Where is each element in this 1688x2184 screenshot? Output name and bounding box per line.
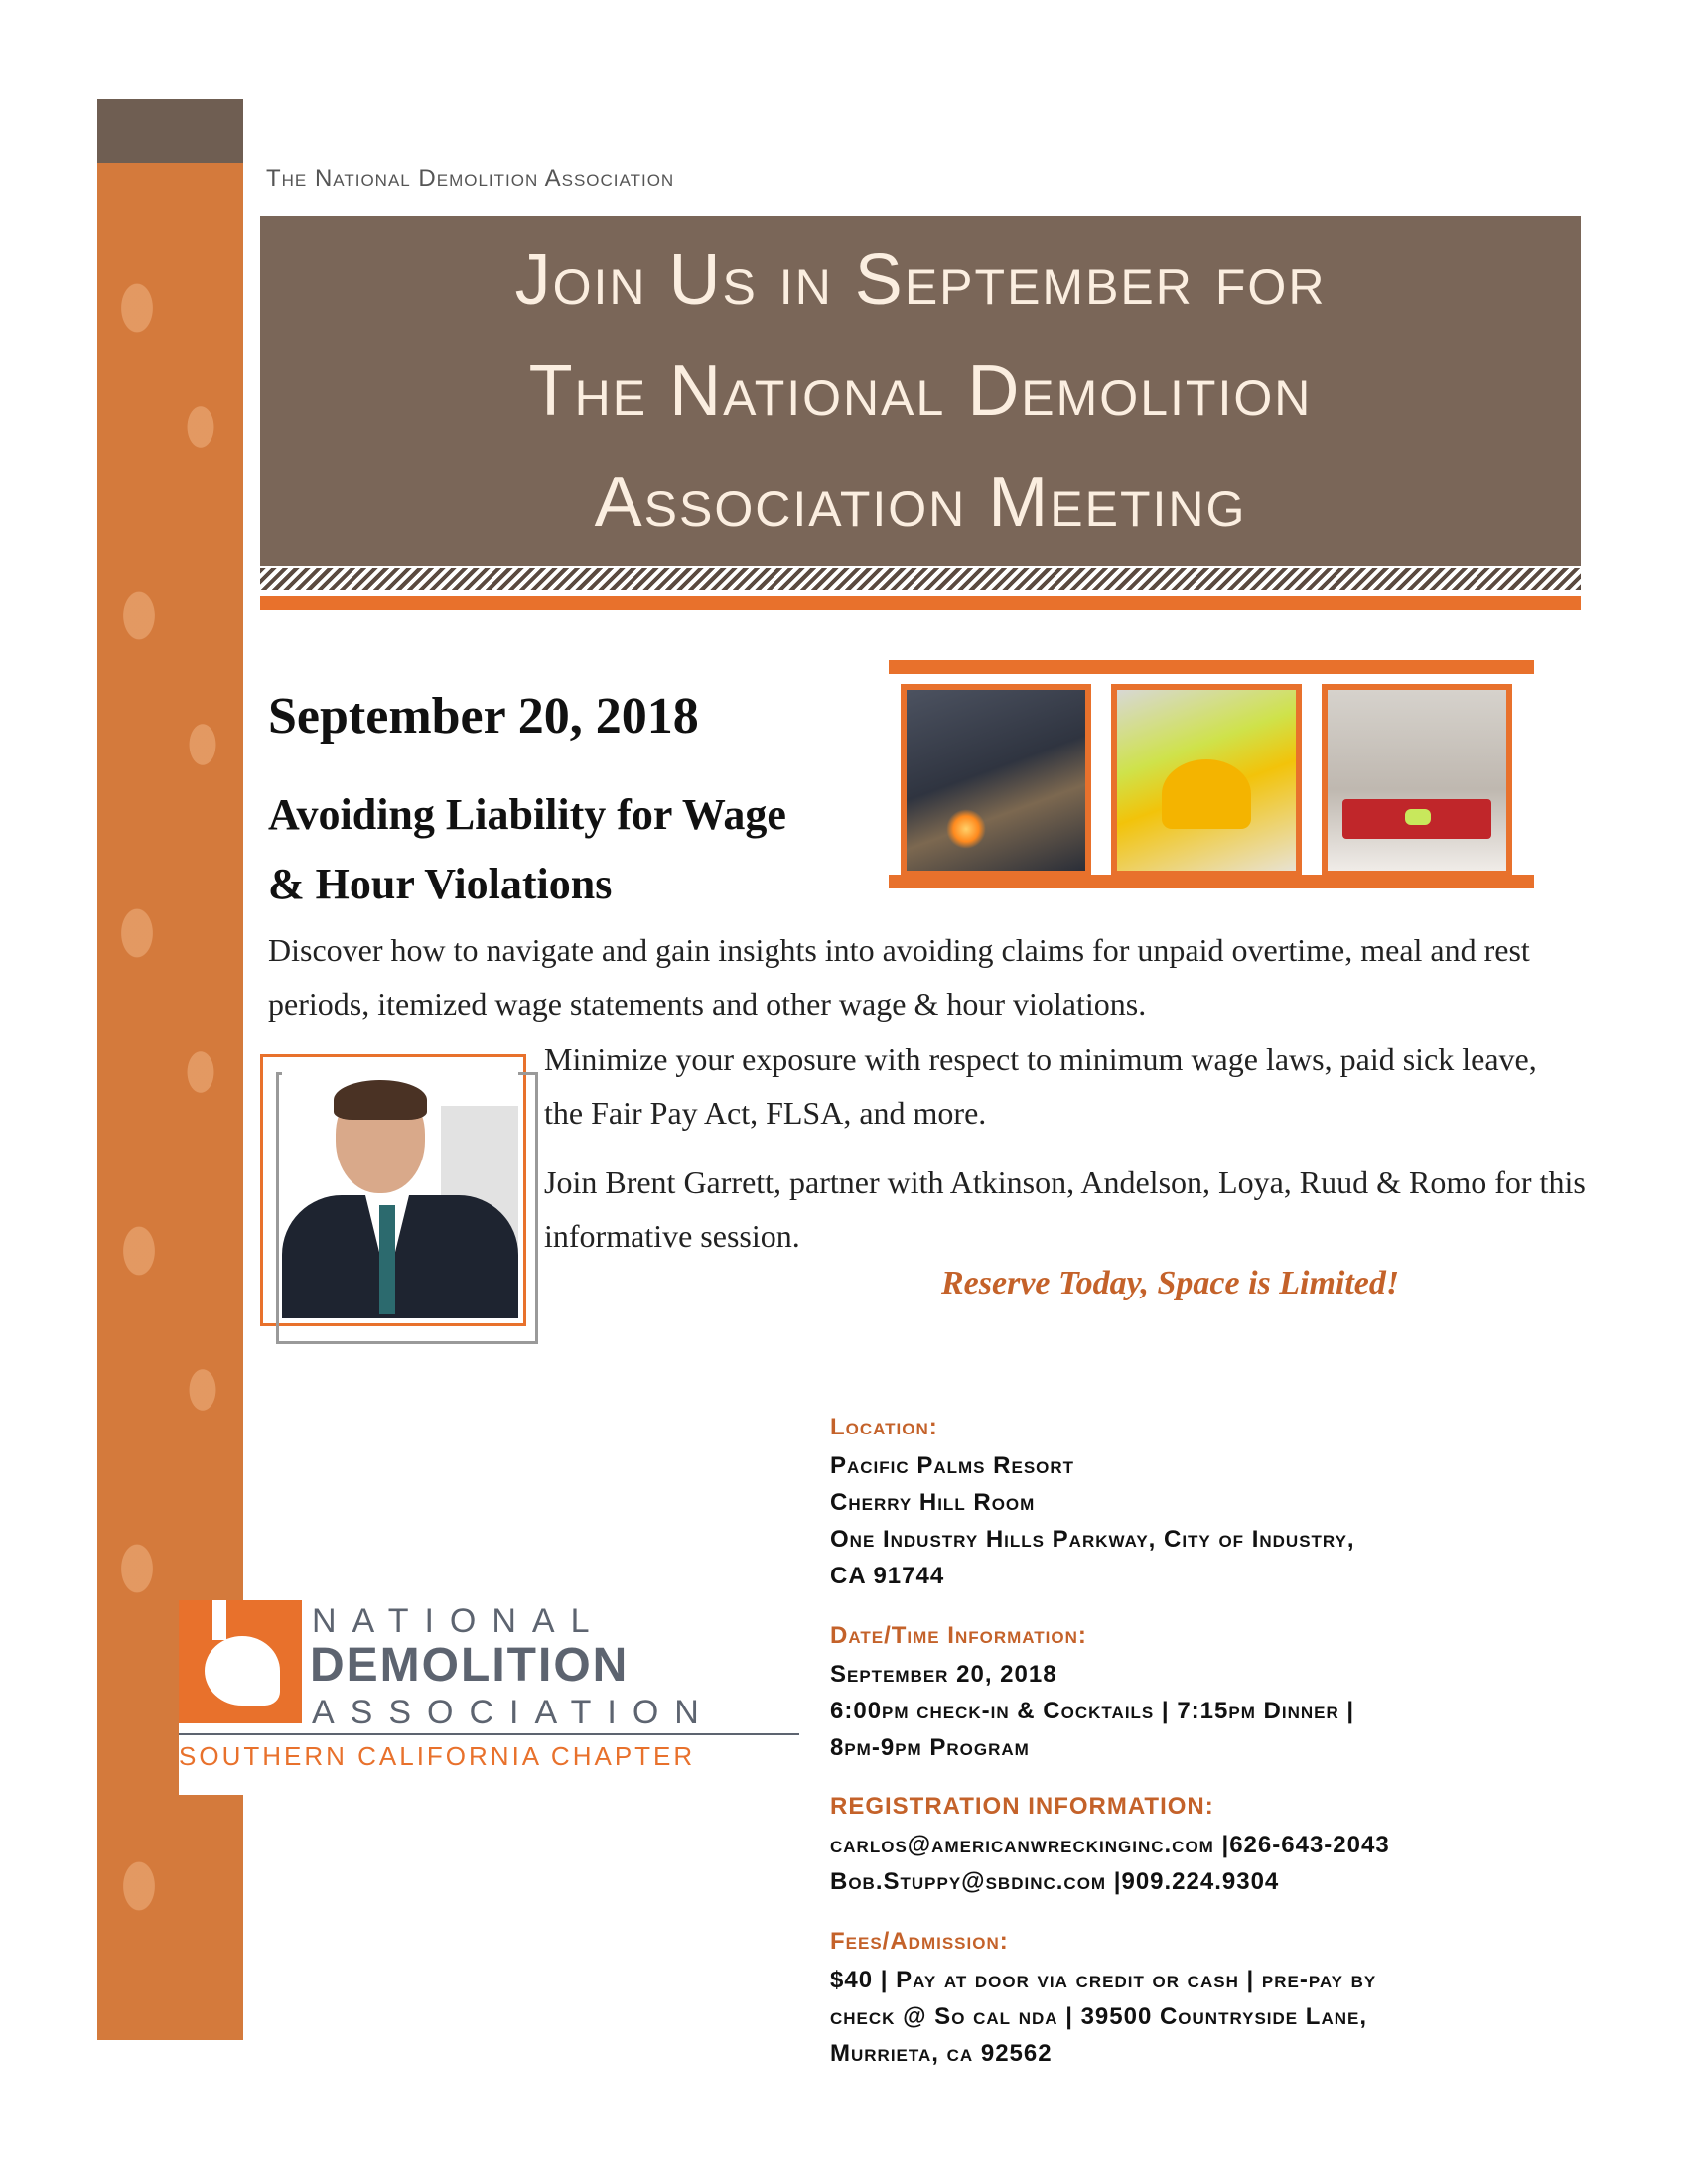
demolition-ball-logo-icon [179,1600,302,1723]
photo-strip-top-bar [889,660,1534,674]
intro-paragraph: Discover how to navigate and gain insights into avoiding claims for unpaid overtime, meal and rest periods, itemized wage statements and other wage & hour violations. [268,932,1530,1022]
fees-section [830,1922,1605,2072]
org-name: The National Demolition Association [266,165,675,192]
location-heading: Location: [830,1414,938,1440]
hatch-divider [260,568,1581,590]
exposure-paragraph: Minimize your exposure with respect to minimum wage laws, paid sick leave, the Fair Pay Act, FLSA, and more. [544,1041,1537,1131]
speaker-paragraph: Join Brent Garrett, partner with Atkinson, Andelson, Loya, Ruud & Romo for this informative session. [544,1164,1586,1254]
title-line-3: Association Meeting [594,463,1247,542]
title-line-1: Join Us in September for [514,240,1327,320]
page-title [515,224,1327,558]
logo-word-demolition: DEMOLITION [310,1639,630,1692]
registration-heading: REGISTRATION INFORMATION: [830,1793,1214,1820]
location-line: Cherry Hill Room [830,1489,1036,1516]
logo-rule [179,1733,799,1735]
spark-graphic [946,809,986,849]
sidebar-top-band [97,99,243,163]
title-banner [260,216,1581,566]
registration-contact[interactable]: Bob.Stuppy@sbdinc.com |909.224.9304 [830,1868,1280,1895]
speaker-photo [282,1066,518,1318]
photo-spirit-level [1322,684,1512,877]
logo-ball-shape [205,1636,280,1706]
datetime-line: 6:00pm check-in & Cocktails | 7:15pm Dinner | [830,1698,1355,1724]
fees-line: check @ So cal nda | 39500 Countryside Lane, [830,2003,1368,2030]
datetime-heading: Date/Time Information: [830,1622,1087,1649]
fees-heading: Fees/Admission: [830,1928,1009,1955]
helmet-graphic [1162,759,1251,829]
fees-line: $40 | Pay at door via credit or cash | pre-pay by [830,1967,1377,1993]
portrait-hair [334,1080,427,1120]
portrait-tie [379,1205,395,1314]
photo-strip-bottom-bar [889,875,1534,888]
logo-word-national: NATIONAL [312,1602,606,1640]
session-title [268,780,884,919]
photo-strip [889,660,1534,888]
datetime-line: 8pm-9pm Program [830,1734,1030,1761]
session-title-line-1: Avoiding Liability for Wage [268,790,786,839]
datetime-section [830,1616,1605,1766]
nda-logo [179,1600,814,1795]
photo-safety-helmet [1111,684,1302,877]
logo-word-association: ASSOCIATION [312,1694,715,1731]
session-title-line-2: & Hour Violations [268,860,613,908]
level-bubble-graphic [1405,809,1431,825]
title-line-2: The National Demolition [528,351,1313,431]
location-line: CA 91744 [830,1563,945,1589]
location-section [830,1408,1605,1594]
photo-grinder-worker [901,684,1091,877]
reserve-callout: Reserve Today, Space is Limited! [941,1265,1400,1301]
event-date: September 20, 2018 [268,688,699,745]
registration-section [830,1787,1605,1900]
location-line: One Industry Hills Parkway, City of Industry, [830,1526,1355,1553]
fees-line: Murrieta, ca 92562 [830,2040,1053,2067]
logo-hook-shape [212,1600,226,1640]
location-line: Pacific Palms Resort [830,1452,1075,1479]
accent-rule [260,596,1581,610]
datetime-line: September 20, 2018 [830,1661,1057,1688]
registration-contact[interactable]: carlos@americanwreckinginc.com |626-643-2043 [830,1832,1390,1858]
logo-chapter: SOUTHERN CALIFORNIA CHAPTER [179,1741,696,1771]
